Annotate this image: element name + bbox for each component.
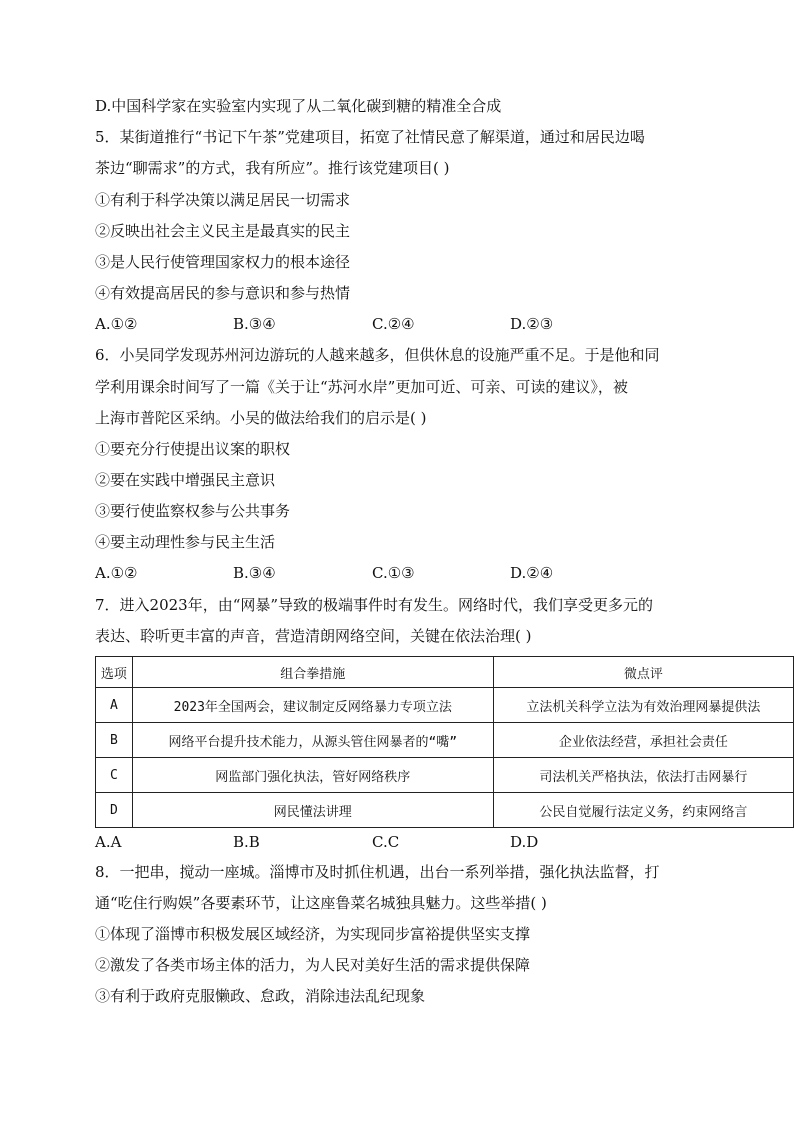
row-comment: 企业依法经营，承担社会责任 — [493, 723, 793, 758]
q6-stem-line1: 6．小吴同学发现苏州河边游玩的人越来越多，但供休息的设施严重不足。于是他和同 — [95, 346, 660, 364]
row-option: A — [96, 688, 133, 723]
row-comment: 公民自觉履行法定义务，约束网络言 — [493, 793, 793, 828]
q6-choice-b: B.③④ — [233, 564, 276, 582]
q5-choice-d: D.②③ — [510, 315, 554, 333]
row-measure: 网民懂法讲理 — [132, 793, 493, 828]
q6-choices — [95, 563, 655, 583]
q6-item-1: ①要充分行使提出议案的职权 — [95, 440, 291, 458]
q5-item-1: ①有利于科学决策以满足居民一切需求 — [95, 191, 351, 209]
row-measure: 2023年全国两会，建议制定反网络暴力专项立法 — [132, 688, 493, 723]
q7-choice-a: A.A — [95, 833, 122, 851]
q7-choices — [95, 832, 655, 852]
q5-item-3: ③是人民行使管理国家权力的根本途径 — [95, 253, 351, 271]
table-row — [96, 688, 794, 723]
header-comment: 微点评 — [493, 657, 793, 688]
q6-choice-a: A.①② — [95, 564, 138, 582]
q7-choice-d: D.D — [510, 833, 539, 851]
q8-stem-line2: 通“吃住行购娱”各要素环节，让这座鲁菜名城独具魅力。这些举措( ) — [95, 894, 547, 912]
header-measures: 组合拳措施 — [132, 657, 493, 688]
q6-choice-c: C.①③ — [372, 564, 415, 582]
q8-stem-line1: 8．一把串，搅动一座城。淄博市及时抓住机遇，出台一系列举措，强化执法监督，打 — [95, 863, 660, 881]
measures-table — [95, 656, 794, 828]
q5-choices — [95, 314, 655, 334]
row-comment: 立法机关科学立法为有效治理网暴提供法 — [493, 688, 793, 723]
q4-option-d: D.中国科学家在实验室内实现了从二氧化碳到糖的精准全合成 — [95, 97, 502, 115]
q5-choice-b: B.③④ — [233, 315, 276, 333]
row-option: D — [96, 793, 133, 828]
row-option: C — [96, 758, 133, 793]
q7-choice-c: C.C — [372, 833, 400, 851]
q8-item-3: ③有利于政府克服懒政、怠政，消除违法乱纪现象 — [95, 987, 426, 1005]
q6-stem-line2: 学利用课余时间写了一篇《关于让“苏河水岸”更加可近、可亲、可读的建议》，被 — [95, 378, 628, 396]
q6-choice-d: D.②④ — [510, 564, 554, 582]
row-comment: 司法机关严格执法，依法打击网暴行 — [493, 758, 793, 793]
q5-item-4: ④有效提高居民的参与意识和参与热情 — [95, 284, 351, 302]
q6-stem-line3: 上海市普陀区采纳。小吴的做法给我们的启示是( ) — [95, 409, 427, 427]
q7-stem-line2: 表达、聆听更丰富的声音，营造清朗网络空间，关键在依法治理( ) — [95, 627, 532, 645]
q5-stem-line1: 5．某街道推行“书记下午茶”党建项目，拓宽了社情民意了解渠道，通过和居民边喝 — [95, 128, 645, 146]
table-row — [96, 758, 794, 793]
table-row — [96, 723, 794, 758]
q5-item-2: ②反映出社会主义民主是最真实的民主 — [95, 222, 351, 240]
q8-item-2: ②激发了各类市场主体的活力，为人民对美好生活的需求提供保障 — [95, 956, 531, 974]
row-option: B — [96, 723, 133, 758]
q5-choice-a: A.①② — [95, 315, 138, 333]
q8-item-1: ①体现了淄博市积极发展区域经济，为实现同步富裕提供坚实支撑 — [95, 925, 531, 943]
row-measure: 网监部门强化执法，管好网络秩序 — [132, 758, 493, 793]
q6-item-2: ②要在实践中增强民主意识 — [95, 471, 276, 489]
q7-stem-line1: 7．进入2023年，由“网暴”导致的极端事件时有发生。网络时代，我们享受更多元的 — [95, 596, 654, 614]
q5-choice-c: C.②④ — [372, 315, 415, 333]
q5-stem-line2: 茶边“聊需求”的方式，我有所应”。推行该党建项目( ) — [95, 159, 450, 177]
table-row — [96, 793, 794, 828]
table-header-row — [96, 657, 794, 688]
q6-item-3: ③要行使监察权参与公共事务 — [95, 502, 291, 520]
row-measure: 网络平台提升技术能力，从源头管住网暴者的“嘴” — [132, 723, 493, 758]
q7-choice-b: B.B — [233, 833, 260, 851]
q6-item-4: ④要主动理性参与民主生活 — [95, 533, 276, 551]
header-option: 选项 — [96, 657, 133, 688]
